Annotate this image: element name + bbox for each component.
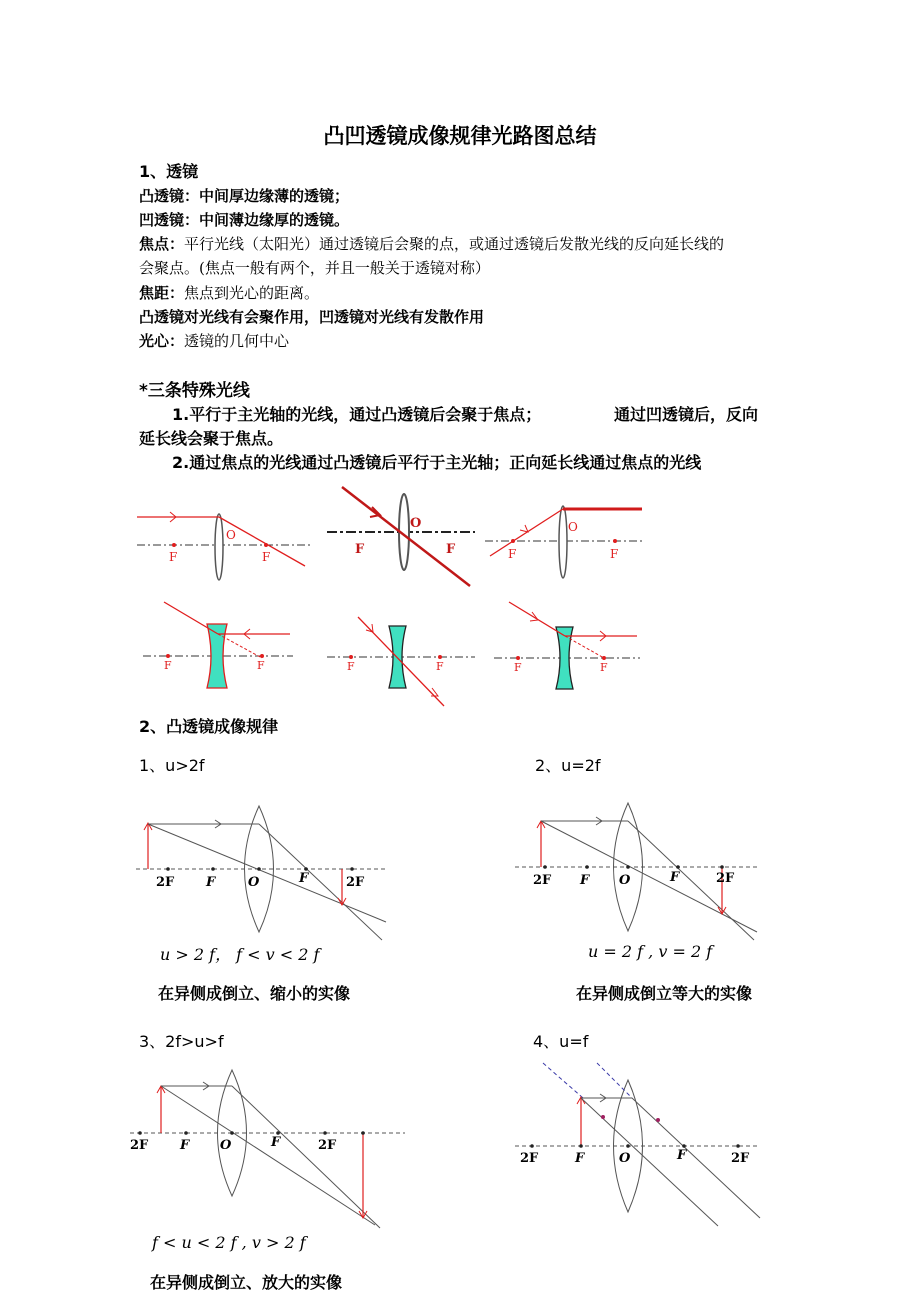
focus-label-left: F <box>347 660 355 673</box>
focus-label-left: F <box>514 661 522 674</box>
label-2F-left: 2F <box>130 1138 149 1153</box>
case4-label: 4、u=f <box>533 1032 589 1051</box>
label-2F-right: 2F <box>716 871 735 886</box>
label-2F-left: 2F <box>156 875 175 890</box>
section2-heading: 2、凸透镜成像规律 <box>139 717 279 736</box>
label-2F-left: 2F <box>520 1151 539 1166</box>
rule1-part-c: 延长线会聚于焦点。 <box>139 429 284 448</box>
optical-center-label: O <box>568 520 578 534</box>
case2-label: 2、u=2f <box>535 756 601 775</box>
section1-heading: 1、透镜 <box>139 162 199 181</box>
focus-label-left: F <box>508 547 517 561</box>
focus-label-right: F <box>446 542 456 557</box>
special-rays-heading: *三条特殊光线 <box>139 381 250 401</box>
focal-length-label: 焦距： <box>139 284 185 302</box>
lens-effect: 凸透镜对光线有会聚作用，凹透镜对光线有发散作用 <box>139 308 485 326</box>
optical-center-label: O <box>226 528 236 542</box>
label-2F-right: 2F <box>346 875 365 890</box>
label-F-right: F <box>677 1148 687 1163</box>
case2-formula: u = 2 f , v = 2 f <box>588 942 713 961</box>
focus-label-right: F <box>610 547 619 561</box>
convex-definition: 凸透镜：中间厚边缘薄的透镜； <box>139 187 350 205</box>
concave-diagram-center <box>327 617 475 706</box>
focus-label-right: F <box>257 659 265 672</box>
rule2: 2.通过焦点的光线通过凸透镜后平行于主光轴；正向延长线通过焦点的光线 <box>172 453 702 472</box>
label-O: O <box>619 1151 631 1166</box>
concave-diagram-focus <box>494 602 640 689</box>
case3-formula: f < u < 2 f , v > 2 f <box>152 1233 306 1252</box>
case4-diagram <box>515 1063 760 1226</box>
label-2F-right: 2F <box>318 1138 337 1153</box>
convex-diagram-focus <box>485 506 642 578</box>
page-title: 凸凹透镜成像规律光路图总结 <box>323 124 597 148</box>
label-F-left: F <box>206 875 216 890</box>
rule1-part-a: 1.平行于主光轴的光线，通过凸透镜后会聚于焦点； <box>172 405 542 424</box>
concave-definition: 凹透镜：中间薄边缘厚的透镜。 <box>139 211 350 229</box>
label-F-left: F <box>580 873 590 888</box>
case1-label: 1、u>2f <box>139 756 205 775</box>
optical-center-label: 光心： <box>139 332 185 350</box>
focus-text: 平行光线（太阳光）通过透镜后会聚的点，或通过透镜后发散光线的反向延长线的 <box>184 235 725 253</box>
label-2F-right: 2F <box>731 1151 750 1166</box>
label-F-right: F <box>670 870 680 885</box>
label-F-right: F <box>299 871 309 886</box>
convex-diagram-parallel <box>137 512 310 580</box>
label-F-left: F <box>575 1151 585 1166</box>
case2-caption: 在异侧成倒立等大的实像 <box>576 984 753 1003</box>
rule1-part-b: 通过凹透镜后，反向 <box>614 405 759 424</box>
focal-length-text: 焦点到光心的距离。 <box>184 284 320 302</box>
case3-caption: 在异侧成倒立、放大的实像 <box>150 1273 343 1292</box>
focus-label-right: F <box>600 661 608 674</box>
case2-diagram <box>515 803 760 940</box>
optical-center-text: 透镜的几何中心 <box>184 332 290 350</box>
focus-label-right: F <box>262 550 271 564</box>
optical-center-label: O <box>410 516 422 531</box>
focus-label-left: F <box>355 542 365 557</box>
label-F-left: F <box>180 1138 190 1153</box>
label-F-right: F <box>271 1135 281 1150</box>
focus-label-left: F <box>169 550 178 564</box>
convex-diagram-center <box>327 487 475 586</box>
focus-text-2: 会聚点。(焦点一般有两个，并且一般关于透镜对称） <box>139 259 490 277</box>
case3-label: 3、2f>u>f <box>139 1032 224 1051</box>
case1-caption: 在异侧成倒立、缩小的实像 <box>158 984 351 1003</box>
focus-label: 焦点： <box>139 235 185 253</box>
focus-label-right: F <box>436 660 444 673</box>
concave-diagram-parallel <box>143 602 293 688</box>
label-2F-left: 2F <box>533 873 552 888</box>
case3-diagram <box>130 1070 405 1228</box>
label-O: O <box>619 873 631 888</box>
focus-label-left: F <box>164 659 172 672</box>
case1-diagram <box>136 806 388 940</box>
label-O: O <box>248 875 260 890</box>
case1-formula: u > 2 f， f < v < 2 f <box>160 945 320 964</box>
label-O: O <box>220 1138 232 1153</box>
